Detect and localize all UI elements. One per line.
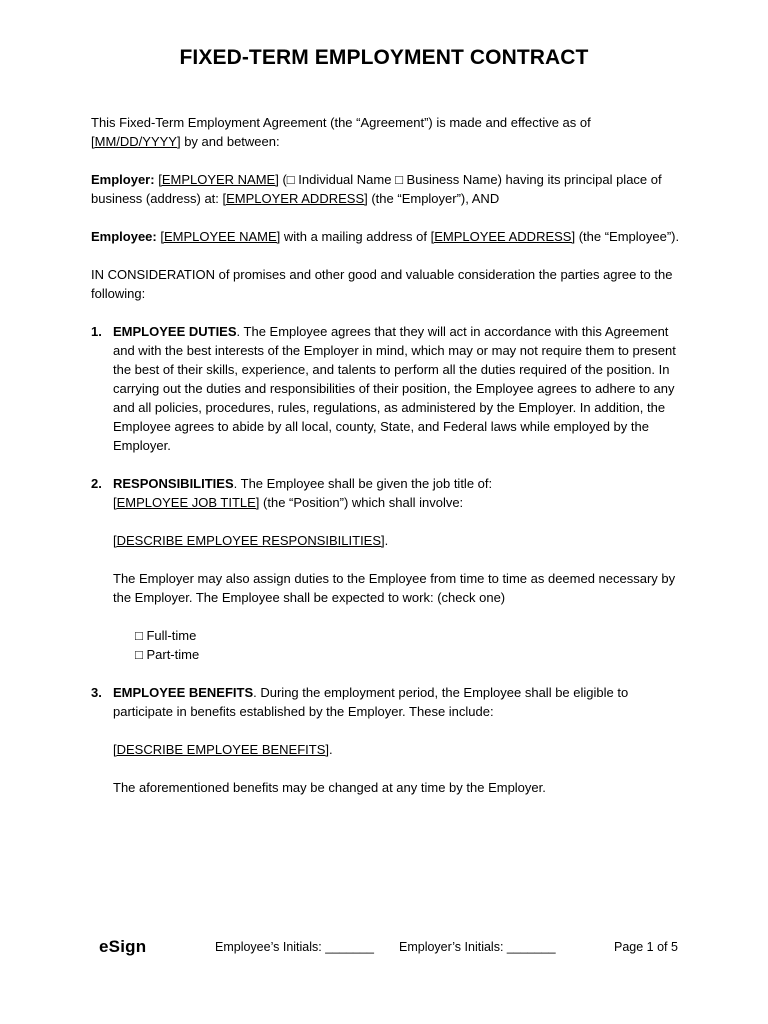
employee-text-end: (the “Employee”). [575, 229, 680, 244]
responsibilities-intro [113, 474, 681, 512]
employee-paragraph [91, 227, 681, 246]
intro-text-end: by and between: [180, 134, 280, 149]
employee-initials: Employee’s Initials: _______ [215, 940, 374, 954]
employee-text: with a mailing address of [280, 229, 431, 244]
section-text: . The Employee shall be given the job title of: [233, 476, 493, 491]
option-part-time[interactable]: □ Part-time [135, 647, 200, 662]
option-full-time[interactable]: □ Full-time [135, 628, 197, 643]
section-responsibilities [91, 474, 681, 664]
period: . [329, 742, 333, 757]
section-employee-duties [91, 322, 681, 455]
employer-text: (□ Individual Name □ Business Name) having its principal place of business (address) at: [91, 172, 662, 206]
responsibilities-describe [113, 531, 681, 550]
period: . [384, 533, 389, 548]
job-title-field: [EMPLOYEE JOB TITLE] [113, 495, 260, 510]
section-heading: EMPLOYEE BENEFITS [113, 685, 254, 700]
section-text: . During the employment period, the Employee shall be eligible to participate in benefits established by the Employer. These include: [113, 685, 629, 719]
section-text: . The Employee agrees that they will act in accordance with this Agreement and with the best interests of the Employer in mind, which may or may not require them to present the best of their skills, experience, and talents to perform all the duties required of the position. In carrying out the duties and responsibilities of their position, the Employee agrees to adhere to any and all policies, procedures, rules, regulations, as administered by the Employer. In addition, the Employee agrees to abide by all local, county, State, and Federal laws while employed by the Employer. [113, 324, 676, 453]
section-number: 3. [91, 685, 102, 700]
page-footer [0, 937, 768, 959]
employee-name-field: [EMPLOYEE NAME] [160, 229, 281, 244]
section-number: 2. [91, 476, 102, 491]
employee-label: Employee: [91, 229, 157, 244]
benefits-describe [113, 740, 681, 759]
section-text-cont: (the “Position”) which shall involve: [259, 495, 464, 510]
section-heading: RESPONSIBILITIES [113, 476, 234, 491]
employer-label: Employer: [91, 172, 155, 187]
employer-text-end: (the “Employer”), AND [367, 191, 500, 206]
employer-name-field: [EMPLOYER NAME] [158, 172, 279, 187]
esign-logo: eSign [99, 937, 147, 956]
employee-address-field: [EMPLOYEE ADDRESS] [430, 229, 576, 244]
consideration-paragraph: IN CONSIDERATION of promises and other good and valuable consideration the parties agree to the following: [91, 267, 673, 301]
benefits-intro [113, 683, 681, 721]
describe-benefits-field: [DESCRIBE EMPLOYEE BENEFITS] [113, 742, 329, 757]
section-employee-benefits [91, 683, 681, 797]
document-body [91, 113, 681, 816]
date-field: [MM/DD/YYYY] [91, 134, 181, 149]
document-title: FIXED-TERM EMPLOYMENT CONTRACT [179, 46, 589, 69]
responsibilities-assign-text: The Employer may also assign duties to the Employee from time to time as deemed necessary by the Employer. The Employee shall be expected to work: (check one) [113, 571, 676, 605]
benefits-change-text: The aforementioned benefits may be changed at any time by the Employer. [113, 780, 546, 795]
section-number: 1. [91, 324, 102, 339]
employer-paragraph [91, 170, 681, 208]
employer-address-field: [EMPLOYER ADDRESS] [222, 191, 368, 206]
intro-paragraph [91, 113, 681, 151]
page-number: Page 1 of 5 [614, 940, 678, 954]
section-heading: EMPLOYEE DUTIES [113, 324, 237, 339]
employer-initials: Employer’s Initials: _______ [399, 940, 556, 954]
describe-responsibilities-field: [DESCRIBE EMPLOYEE RESPONSIBILITIES] [113, 533, 385, 548]
work-type-options [113, 626, 681, 664]
intro-text: This Fixed-Term Employment Agreement (the “Agreement”) is made and effective as of [91, 115, 591, 130]
